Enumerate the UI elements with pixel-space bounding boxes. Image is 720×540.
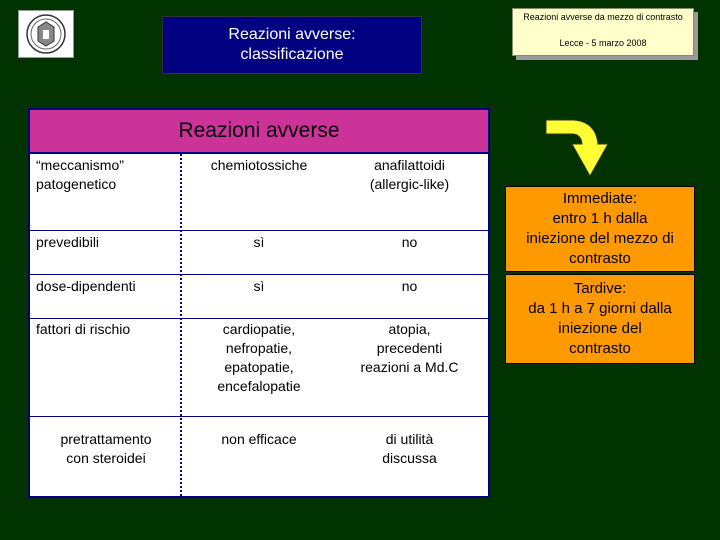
event-note xyxy=(512,8,694,56)
column-header-anaphylactoid-line2: (allergic-like) xyxy=(369,176,450,192)
row-divider xyxy=(30,274,488,275)
table-title: Reazioni avverse xyxy=(30,110,488,154)
cell-pretreatment-anaphylactoid-line: di utilità xyxy=(385,431,434,447)
cell-predictable-anaphylactoid: no xyxy=(401,234,418,250)
slide-title-line1: Reazioni avverse: xyxy=(228,26,356,43)
late-reactions-box xyxy=(505,274,695,364)
immediate-reactions-line: contrasto xyxy=(569,250,631,267)
immediate-reactions-line: entro 1 h dalla xyxy=(552,210,648,227)
column-header-mechanism xyxy=(36,156,182,194)
row-label-pretreatment-line: pretrattamento xyxy=(60,431,152,447)
cell-risk-chemotoxic xyxy=(185,320,333,396)
cell-predictable-chemotoxic: sì xyxy=(253,234,265,250)
slide-title xyxy=(162,16,422,74)
column-header-mechanism-line2: patogenetico xyxy=(36,176,117,192)
column-header-anaphylactoid-line1: anafilattoidi xyxy=(374,157,445,173)
column-header-mechanism-line1: “meccanismo” xyxy=(36,157,124,173)
row-label-pretreatment-line: con steroidei xyxy=(66,450,146,466)
row-divider xyxy=(30,230,488,231)
cell-risk-chemotoxic-line: epatopatie, xyxy=(224,359,294,375)
late-reactions-line: contrasto xyxy=(569,340,631,357)
event-note-title: Reazioni avverse da mezzo di contrasto xyxy=(523,12,683,22)
cell-risk-anaphylactoid-line: atopia, xyxy=(388,321,431,337)
late-reactions-line: da 1 h a 7 giorni dalla xyxy=(528,300,672,317)
immediate-reactions-line: Immediate: xyxy=(562,190,638,207)
cell-risk-chemotoxic-line: cardiopatie, xyxy=(222,321,296,337)
cell-pretreatment-chemotoxic: non efficace xyxy=(221,431,297,447)
row-label-pretreatment xyxy=(36,430,176,468)
cell-risk-anaphylactoid xyxy=(333,320,486,377)
cell-risk-anaphylactoid-line: reazioni a Md.C xyxy=(360,359,459,375)
column-header-anaphylactoid xyxy=(333,156,486,194)
immediate-reactions-box xyxy=(505,186,695,272)
cell-pretreatment-anaphylactoid-line: discussa xyxy=(382,450,437,466)
immediate-reactions-line: iniezione del mezzo di xyxy=(526,230,674,247)
late-reactions-line: Tardive: xyxy=(573,280,627,297)
row-divider xyxy=(30,416,488,417)
cell-risk-anaphylactoid-line: precedenti xyxy=(376,340,443,356)
column-header-chemotoxic: chemiotossiche xyxy=(210,157,308,173)
curved-arrow-down-icon xyxy=(540,112,630,180)
row-label-dose-dependent: dose-dipendenti xyxy=(36,278,136,294)
cell-dose-anaphylactoid: no xyxy=(401,278,418,294)
cell-risk-chemotoxic-line: encefalopatie xyxy=(217,378,301,394)
classification-table xyxy=(28,108,490,498)
late-reactions-line: iniezione del xyxy=(558,320,642,337)
slide-title-line2: classificazione xyxy=(240,46,344,63)
cell-dose-chemotoxic: sì xyxy=(253,278,265,294)
row-label-risk-factors: fattori di rischio xyxy=(36,321,131,337)
cell-risk-chemotoxic-line: nefropatie, xyxy=(225,340,293,356)
university-seal-icon xyxy=(18,10,74,58)
event-note-date: Lecce - 5 marzo 2008 xyxy=(559,38,647,48)
cell-pretreatment-anaphylactoid xyxy=(333,430,486,468)
row-divider xyxy=(30,318,488,319)
row-label-predictable: prevedibili xyxy=(36,234,100,250)
